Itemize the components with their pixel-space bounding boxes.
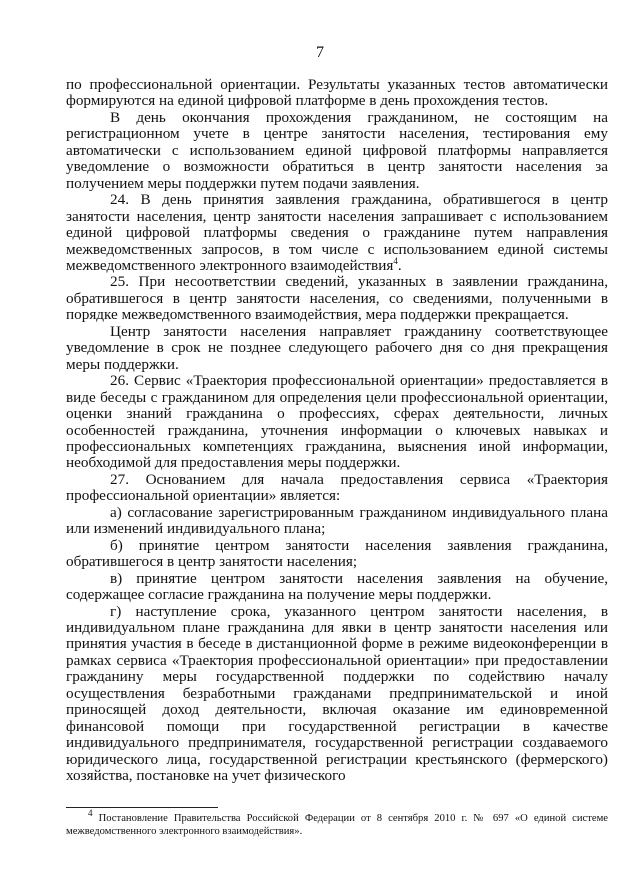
- paragraph-item-26: 26. Сервис «Траектория профессиональной ориентации» предоставляется в виде беседы с гражданином для определения цели профессиональной ориентации, оценки знаний гражданина о профессиях, сферах деятельности, личных особенностей гражданина, уточнения информации о ключевых навыках и профессиональных компетенциях гражданина, выяснения иной информации, необходимой для предоставления меры поддержки.: [66, 372, 608, 472]
- paragraph-item-25: 25. При несоответствии сведений, указанных в заявлении гражданина, обратившегося в центр занятости населения, со сведениями, полученными в порядке межведомственного взаимодействия, мера поддержки прекращается.: [66, 273, 608, 324]
- list-item-b: б) принятие центром занятости населения заявления гражданина, обратившегося в центр занятости населения;: [66, 536, 608, 571]
- page-number: 7: [316, 44, 324, 61]
- list-item-v: в) принятие центром занятости населения заявления на обучение, содержащее согласие гражданина на получение меры поддержки.: [66, 569, 608, 604]
- paragraph-item-27: 27. Основанием для начала предоставления сервиса «Траектория профессиональной ориентации» является:: [66, 470, 608, 505]
- footnote-reference: 4: [393, 255, 398, 266]
- footnote: [66, 808, 608, 838]
- paragraph-item-24: [66, 192, 608, 274]
- paragraph: В день окончания прохождения гражданином, не состоящим на регистрационном учете в центре занятости населения, тестирования ему автоматически с использованием единой цифровой платформы направляется уведомление о возможности обратиться в центр занятости населения за получением меры поддержки путем подачи заявления.: [66, 108, 608, 192]
- footnote-text: Постановление Правительства Российской Федерации от 8 сентября 2010 г. № 697 «О единой системе межведомственного электронного взаимодействия».: [66, 813, 608, 837]
- paragraph-text: 24. В день принятия заявления гражданина, обратившегося в центр занятости населения, центр занятости населения запрашивает с использованием единой цифровой платформы сведения о гражданине путем направления межведомственных запросов, в том числе с использованием единой системы межведомственного электронного взаимодействия: [66, 191, 608, 274]
- footnote-mark: 4: [88, 808, 93, 819]
- paragraph: по профессиональной ориентации. Результаты указанных тестов автоматически формируются на единой цифровой платформе в день прохождения тестов.: [66, 76, 608, 110]
- paragraph-tail: .: [397, 256, 402, 274]
- list-item-g: г) наступление срока, указанного центром занятости населения, в индивидуальном плане гражданина для явки в центр занятости населения или принятия участия в беседе в дистанционной форме в режиме видеоконференции в рамках сервиса «Траектория профессиональной ориентации» при предоставлении гражданину меры государственной поддержки по содействию началу осуществления безработными гражданами предпринимательской и иной приносящей доход деятельности, включая оказание им единовременной финансовой помощи при государственной регистрации в качестве индивидуального предпринимателя, государственной регистрации создаваемого юридического лица, государственной регистрации крестьянского (фермерского) хозяйства, постановке на учет физического: [66, 602, 608, 785]
- list-item-a: а) согласование зарегистрированным гражданином индивидуального плана или изменений индивидуального плана;: [66, 503, 608, 538]
- paragraph: Центр занятости населения направляет гражданину соответствующее уведомление в срок не позднее следующего рабочего дня со дня прекращения меры поддержки.: [66, 322, 608, 373]
- document-body: [66, 77, 608, 784]
